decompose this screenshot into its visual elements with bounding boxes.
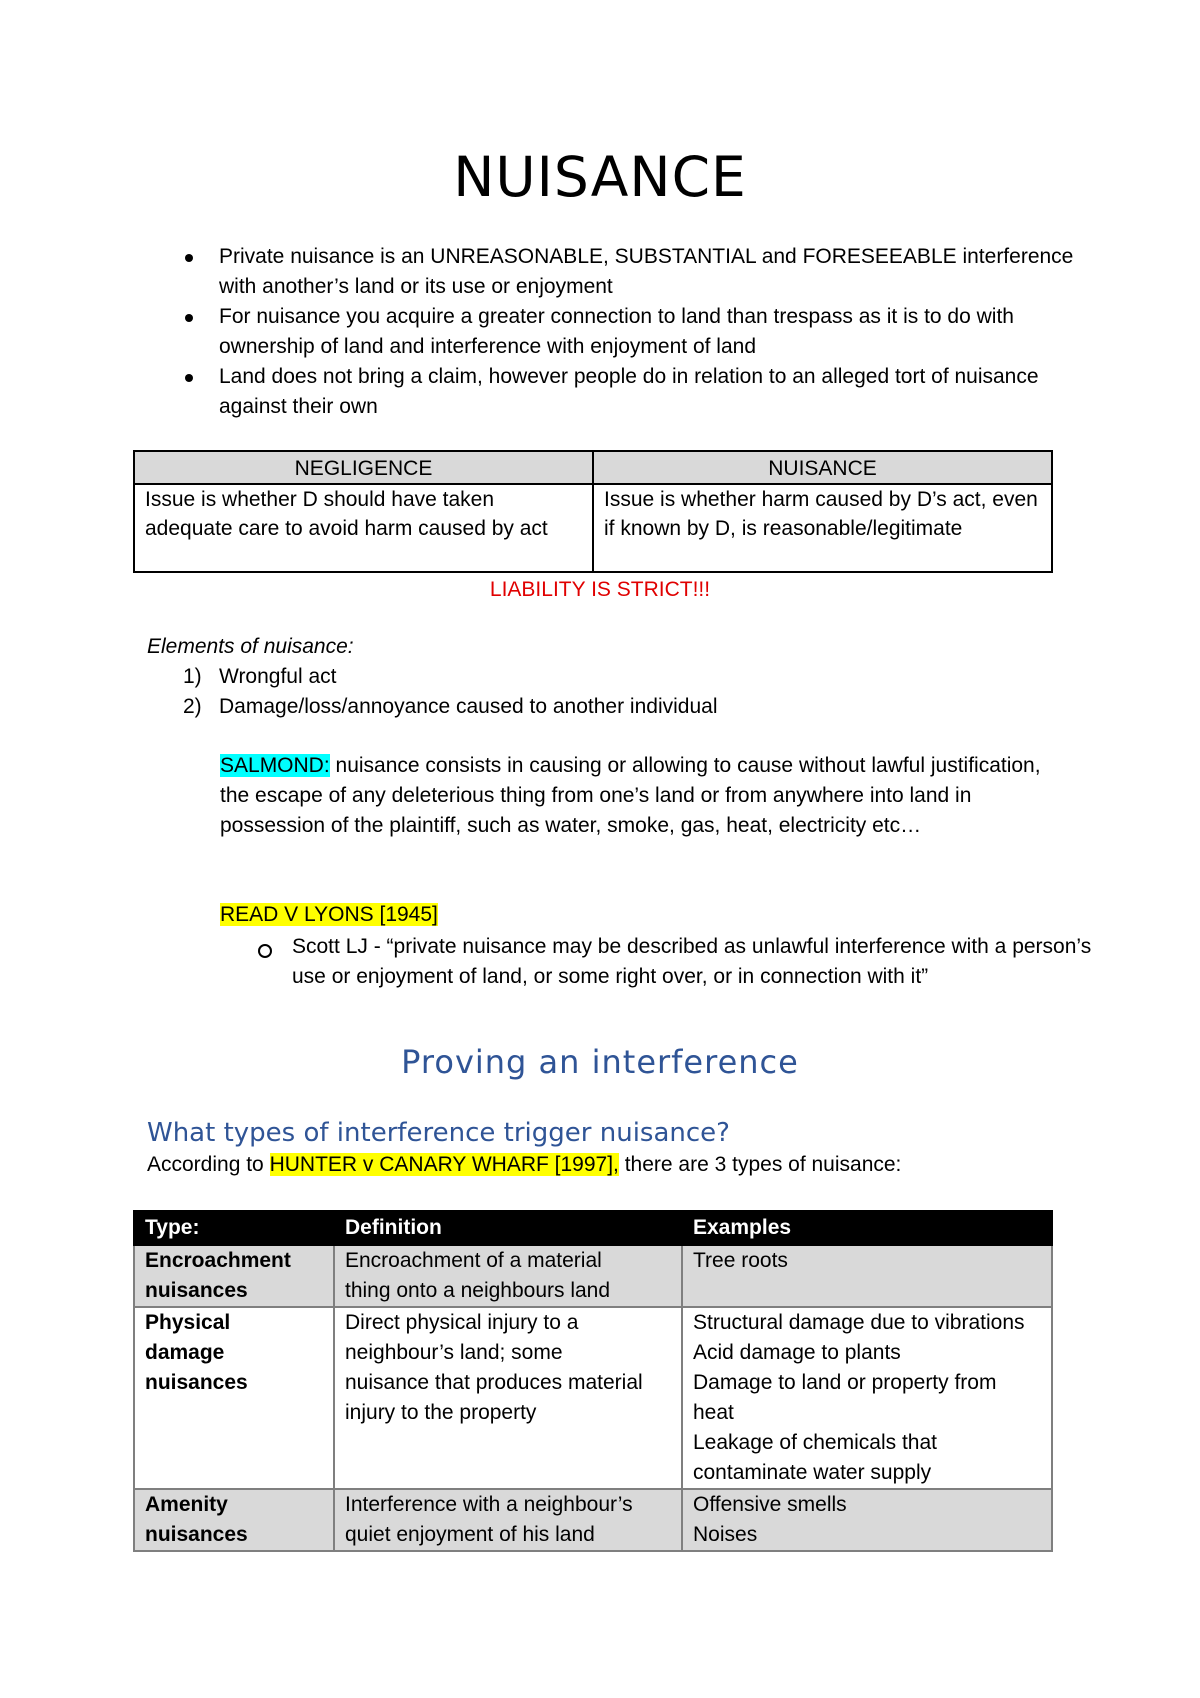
salmond-paragraph: SALMOND: nuisance consists in causing or allowing to cause without lawful justification, the escape of any deleterious thing from one’s land or from anywhere into land in possession of the plaintiff, such as water, smoke, gas, heat, electricity etc… [220,754,1041,837]
table-row [134,484,1052,572]
case-quote: Scott LJ - “private nuisance may be described as unlawful interference with a person’s use or enjoyment of land, or some right over, or in connection with it” [256,932,1102,992]
sub-heading: What types of interference trigger nuisance? [147,1118,730,1148]
list-item: 1) Wrongful act [183,665,337,688]
definition-cell: Encroachment of a material thing onto a neighbours land [334,1245,682,1307]
circle-bullet-icon [258,944,272,958]
salmond-highlight: SALMOND: [220,754,330,777]
list-item: 2) Damage/loss/annoyance caused to another individual [183,695,718,718]
list-item: Private nuisance is an UNREASONABLE, SUBSTANTIAL and FORESEEABLE interference with another’s land or its use or enjoyment [183,242,1083,302]
case-heading: READ V LYONS [1945] [220,903,438,926]
table-header-examples: Examples [682,1211,1052,1245]
table-header-nuisance: NUISANCE [593,451,1052,484]
table-header-negligence: NEGLIGENCE [134,451,593,484]
table-row [134,1307,1052,1489]
table-header-type: Type: [134,1211,334,1245]
type-cell: Encroachment nuisances [134,1245,334,1307]
examples-cell: Structural damage due to vibrations Acid damage to plants Damage to land or property from heat Leakage of chemicals that contaminate water supply [682,1307,1052,1489]
intro-bullet-list [183,242,1083,422]
case-highlight: HUNTER v CANARY WHARF [1997], [269,1153,619,1176]
type-cell: Amenity nuisances [134,1489,334,1551]
elements-label: Elements of nuisance: [147,635,354,658]
definition-cell: Direct physical injury to a neighbour’s land; some nuisance that produces material injury to the property [334,1307,682,1489]
strict-liability-note: LIABILITY IS STRICT!!! [489,578,711,601]
list-item: Land does not bring a claim, however people do in relation to an alleged tort of nuisance against their own [183,362,1083,422]
page-title: NUISANCE [453,145,747,209]
table-row [134,1489,1052,1551]
elements-list [183,662,718,722]
section-heading: Proving an interference [401,1043,799,1081]
table-cell: Issue is whether D should have taken adequate care to avoid harm caused by act [134,484,593,572]
table-cell: Issue is whether harm caused by D’s act, even if known by D, is reasonable/legitimate [593,484,1052,572]
table-row [134,1245,1052,1307]
bullet-icon [185,374,193,382]
nuisance-types-table [133,1210,1053,1552]
type-cell: Physical damage nuisances [134,1307,334,1489]
types-intro-line: According to HUNTER v CANARY WHARF [1997], there are 3 types of nuisance: [147,1153,902,1176]
table-header-definition: Definition [334,1211,682,1245]
examples-cell: Tree roots [682,1245,1052,1307]
definition-cell: Interference with a neighbour’s quiet enjoyment of his land [334,1489,682,1551]
list-item: For nuisance you acquire a greater connection to land than trespass as it is to do with ownership of land and interference with enjoyment of land [183,302,1083,362]
bullet-icon [185,314,193,322]
bullet-icon [185,254,193,262]
comparison-table [133,450,1053,573]
examples-cell: Offensive smells Noises [682,1489,1052,1551]
